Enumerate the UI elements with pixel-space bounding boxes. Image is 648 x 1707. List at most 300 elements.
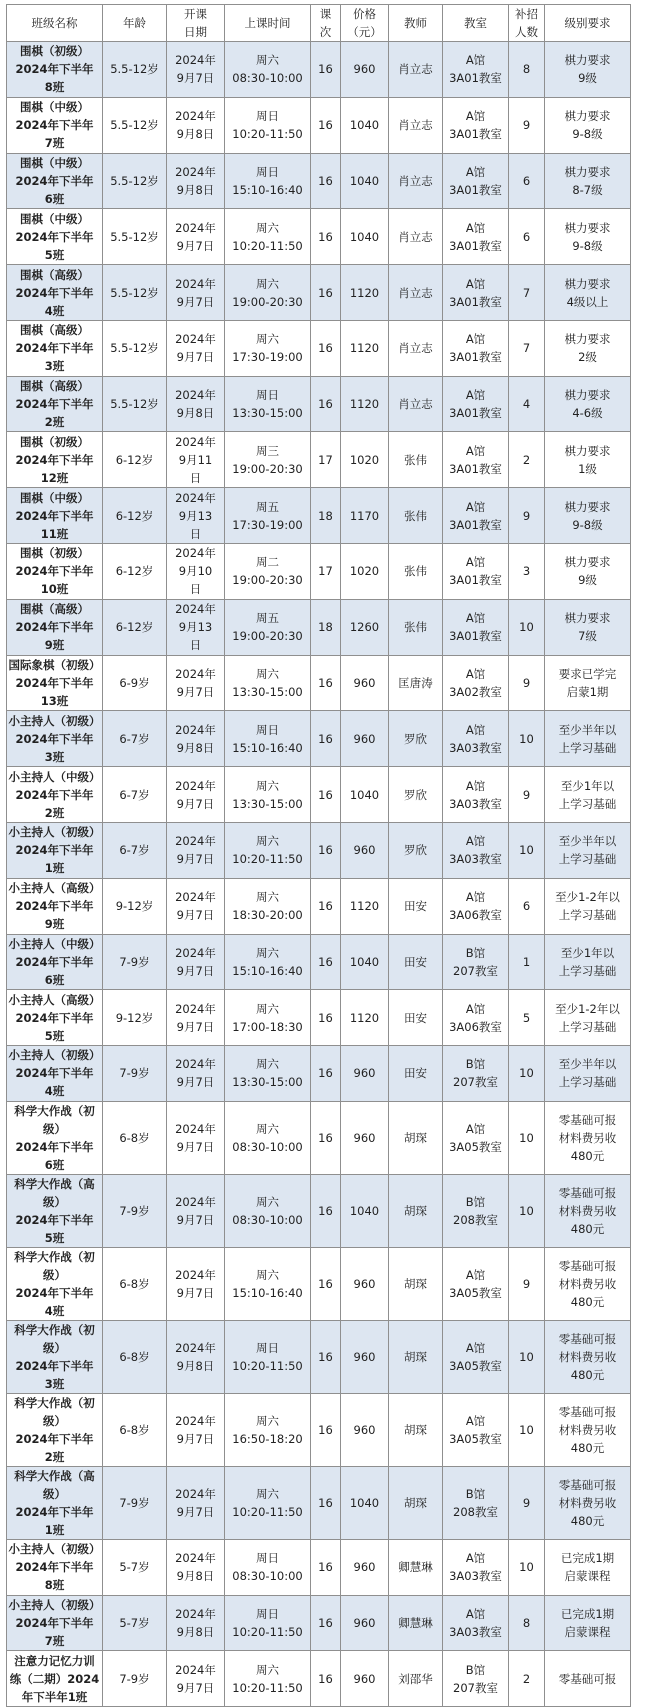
cell-price: 1040 xyxy=(341,1466,389,1539)
cell-teacher: 肖立志 xyxy=(389,376,443,432)
cell-level-requirement: 零基础可报 材料费另收 480元 xyxy=(545,1466,631,1539)
cell-open-spots: 8 xyxy=(509,42,545,98)
cell-price: 960 xyxy=(341,655,389,711)
cell-price: 1020 xyxy=(341,432,389,488)
cell-teacher: 卿慧琳 xyxy=(389,1539,443,1595)
cell-level-requirement: 棋力要求 9-8级 xyxy=(545,209,631,265)
cell-class-time: 周日 10:20-11:50 xyxy=(225,97,311,153)
cell-teacher: 罗欣 xyxy=(389,711,443,767)
cell-start-date: 2024年 9月7日 xyxy=(167,1393,225,1466)
cell-age: 5.5-12岁 xyxy=(103,209,167,265)
cell-class-time: 周六 08:30-10:00 xyxy=(225,42,311,98)
cell-sessions: 16 xyxy=(311,376,341,432)
table-row xyxy=(7,1046,631,1102)
cell-teacher: 胡琛 xyxy=(389,1393,443,1466)
cell-class-name: 围棋（中级） 2024年下半年 6班 xyxy=(7,153,103,209)
cell-age: 6-12岁 xyxy=(103,599,167,655)
cell-level-requirement: 棋力要求 4级以上 xyxy=(545,265,631,321)
cell-start-date: 2024年 9月7日 xyxy=(167,320,225,376)
cell-price: 960 xyxy=(341,42,389,98)
cell-class-name: 小主持人（初级） 2024年下半年 4班 xyxy=(7,1046,103,1102)
cell-level-requirement: 零基础可报 材料费另收 480元 xyxy=(545,1320,631,1393)
cell-level-requirement: 至少1年以 上学习基础 xyxy=(545,767,631,823)
cell-start-date: 2024年 9月7日 xyxy=(167,1174,225,1247)
cell-age: 9-12岁 xyxy=(103,878,167,934)
cell-teacher: 张伟 xyxy=(389,544,443,600)
table-row xyxy=(7,97,631,153)
cell-level-requirement: 零基础可报 材料费另收 480元 xyxy=(545,1101,631,1174)
cell-price: 1040 xyxy=(341,934,389,990)
table-row xyxy=(7,599,631,655)
cell-classroom: B馆 207教室 xyxy=(443,934,509,990)
cell-open-spots: 3 xyxy=(509,544,545,600)
cell-age: 6-8岁 xyxy=(103,1320,167,1393)
cell-level-requirement: 零基础可报 材料费另收 480元 xyxy=(545,1393,631,1466)
cell-sessions: 16 xyxy=(311,153,341,209)
cell-class-time: 周六 10:20-11:50 xyxy=(225,822,311,878)
table-row xyxy=(7,153,631,209)
cell-teacher: 张伟 xyxy=(389,488,443,544)
cell-start-date: 2024年 9月7日 xyxy=(167,1466,225,1539)
cell-classroom: A馆 3A05教室 xyxy=(443,1247,509,1320)
cell-classroom: A馆 3A01教室 xyxy=(443,599,509,655)
table-row xyxy=(7,265,631,321)
cell-teacher: 罗欣 xyxy=(389,822,443,878)
header-sessions: 课 次 xyxy=(311,5,341,42)
cell-level-requirement: 零基础可报 xyxy=(545,1651,631,1707)
cell-level-requirement: 棋力要求 1级 xyxy=(545,432,631,488)
cell-sessions: 16 xyxy=(311,1247,341,1320)
cell-class-time: 周日 08:30-10:00 xyxy=(225,1539,311,1595)
cell-start-date: 2024年 9月8日 xyxy=(167,1595,225,1651)
cell-classroom: A馆 3A03教室 xyxy=(443,822,509,878)
cell-age: 7-9岁 xyxy=(103,1651,167,1707)
cell-class-name: 小主持人（初级） 2024年下半年 8班 xyxy=(7,1539,103,1595)
cell-sessions: 16 xyxy=(311,1320,341,1393)
cell-classroom: A馆 3A01教室 xyxy=(443,544,509,600)
cell-class-time: 周六 17:00-18:30 xyxy=(225,990,311,1046)
cell-teacher: 肖立志 xyxy=(389,209,443,265)
table-row xyxy=(7,878,631,934)
header-class-time: 上课时间 xyxy=(225,5,311,42)
cell-teacher: 肖立志 xyxy=(389,42,443,98)
table-row xyxy=(7,711,631,767)
cell-sessions: 16 xyxy=(311,1539,341,1595)
cell-class-name: 围棋（初级） 2024年下半年 12班 xyxy=(7,432,103,488)
cell-classroom: A馆 3A01教室 xyxy=(443,209,509,265)
cell-start-date: 2024年 9月7日 xyxy=(167,990,225,1046)
cell-sessions: 16 xyxy=(311,97,341,153)
cell-start-date: 2024年 9月8日 xyxy=(167,1539,225,1595)
cell-price: 1260 xyxy=(341,599,389,655)
table-row xyxy=(7,209,631,265)
cell-class-time: 周六 15:10-16:40 xyxy=(225,1247,311,1320)
cell-price: 960 xyxy=(341,711,389,767)
cell-age: 5.5-12岁 xyxy=(103,320,167,376)
cell-sessions: 16 xyxy=(311,1046,341,1102)
cell-class-time: 周六 15:10-16:40 xyxy=(225,934,311,990)
cell-start-date: 2024年 9月7日 xyxy=(167,1651,225,1707)
cell-price: 1040 xyxy=(341,767,389,823)
cell-start-date: 2024年 9月13 日 xyxy=(167,488,225,544)
cell-teacher: 田安 xyxy=(389,878,443,934)
cell-classroom: A馆 3A05教室 xyxy=(443,1101,509,1174)
cell-class-time: 周六 10:20-11:50 xyxy=(225,1651,311,1707)
cell-class-name: 小主持人（高级） 2024年下半年 9班 xyxy=(7,878,103,934)
cell-open-spots: 10 xyxy=(509,822,545,878)
cell-price: 960 xyxy=(341,1247,389,1320)
cell-class-name: 小主持人（中级） 2024年下半年 6班 xyxy=(7,934,103,990)
cell-class-name: 围棋（中级） 2024年下半年 11班 xyxy=(7,488,103,544)
cell-age: 7-9岁 xyxy=(103,1466,167,1539)
cell-price: 960 xyxy=(341,1101,389,1174)
cell-level-requirement: 至少1-2年以 上学习基础 xyxy=(545,990,631,1046)
cell-teacher: 胡琛 xyxy=(389,1320,443,1393)
cell-teacher: 胡琛 xyxy=(389,1174,443,1247)
cell-start-date: 2024年 9月7日 xyxy=(167,767,225,823)
cell-class-time: 周六 13:30-15:00 xyxy=(225,655,311,711)
cell-start-date: 2024年 9月8日 xyxy=(167,153,225,209)
cell-class-name: 围棋（高级） 2024年下半年 2班 xyxy=(7,376,103,432)
cell-teacher: 肖立志 xyxy=(389,153,443,209)
table-body xyxy=(7,42,631,1707)
cell-open-spots: 6 xyxy=(509,878,545,934)
cell-level-requirement: 要求已学完 启蒙1期 xyxy=(545,655,631,711)
cell-start-date: 2024年 9月11 日 xyxy=(167,432,225,488)
cell-classroom: A馆 3A01教室 xyxy=(443,320,509,376)
cell-open-spots: 6 xyxy=(509,209,545,265)
cell-open-spots: 10 xyxy=(509,1320,545,1393)
cell-level-requirement: 至少半年以 上学习基础 xyxy=(545,1046,631,1102)
cell-level-requirement: 棋力要求 8-7级 xyxy=(545,153,631,209)
header-classroom: 教室 xyxy=(443,5,509,42)
cell-classroom: A馆 3A06教室 xyxy=(443,990,509,1046)
header-start-date: 开课 日期 xyxy=(167,5,225,42)
cell-class-name: 围棋（中级） 2024年下半年 5班 xyxy=(7,209,103,265)
cell-class-name: 小主持人（初级） 2024年下半年 3班 xyxy=(7,711,103,767)
cell-age: 5.5-12岁 xyxy=(103,153,167,209)
table-row xyxy=(7,990,631,1046)
cell-age: 6-12岁 xyxy=(103,488,167,544)
cell-class-time: 周日 15:10-16:40 xyxy=(225,711,311,767)
cell-class-time: 周六 16:50-18:20 xyxy=(225,1393,311,1466)
cell-teacher: 匡唐涛 xyxy=(389,655,443,711)
cell-class-name: 围棋（高级） 2024年下半年 3班 xyxy=(7,320,103,376)
cell-age: 5-7岁 xyxy=(103,1539,167,1595)
table-row xyxy=(7,1466,631,1539)
table-row xyxy=(7,1320,631,1393)
cell-class-time: 周六 17:30-19:00 xyxy=(225,320,311,376)
cell-class-name: 围棋（高级） 2024年下半年 4班 xyxy=(7,265,103,321)
cell-start-date: 2024年 9月10 日 xyxy=(167,544,225,600)
cell-age: 9-12岁 xyxy=(103,990,167,1046)
cell-class-time: 周六 08:30-10:00 xyxy=(225,1101,311,1174)
class-schedule-table xyxy=(6,4,631,1707)
header-row xyxy=(7,5,631,42)
cell-start-date: 2024年 9月8日 xyxy=(167,1320,225,1393)
cell-level-requirement: 棋力要求 2级 xyxy=(545,320,631,376)
cell-teacher: 胡琛 xyxy=(389,1101,443,1174)
cell-start-date: 2024年 9月7日 xyxy=(167,1046,225,1102)
cell-price: 960 xyxy=(341,1393,389,1466)
cell-start-date: 2024年 9月7日 xyxy=(167,42,225,98)
cell-classroom: A馆 3A01教室 xyxy=(443,488,509,544)
cell-teacher: 罗欣 xyxy=(389,767,443,823)
cell-level-requirement: 棋力要求 9级 xyxy=(545,42,631,98)
cell-class-name: 围棋（初级） 2024年下半年 8班 xyxy=(7,42,103,98)
cell-open-spots: 9 xyxy=(509,488,545,544)
cell-classroom: A馆 3A05教室 xyxy=(443,1320,509,1393)
cell-level-requirement: 至少半年以 上学习基础 xyxy=(545,822,631,878)
cell-start-date: 2024年 9月7日 xyxy=(167,822,225,878)
cell-class-name: 围棋（高级） 2024年下半年 9班 xyxy=(7,599,103,655)
cell-price: 960 xyxy=(341,1539,389,1595)
table-row xyxy=(7,320,631,376)
cell-price: 960 xyxy=(341,1046,389,1102)
cell-class-name: 科学大作战（初级） 2024年下半年 3班 xyxy=(7,1320,103,1393)
cell-class-name: 小主持人（中级） 2024年下半年 2班 xyxy=(7,767,103,823)
cell-teacher: 肖立志 xyxy=(389,320,443,376)
cell-age: 6-8岁 xyxy=(103,1393,167,1466)
header-open-spots: 补招 人数 xyxy=(509,5,545,42)
cell-age: 5.5-12岁 xyxy=(103,376,167,432)
cell-class-time: 周六 10:20-11:50 xyxy=(225,209,311,265)
cell-open-spots: 10 xyxy=(509,1101,545,1174)
header-class-name: 班级名称 xyxy=(7,5,103,42)
table-row xyxy=(7,655,631,711)
table-row xyxy=(7,934,631,990)
cell-sessions: 16 xyxy=(311,1466,341,1539)
cell-start-date: 2024年 9月7日 xyxy=(167,655,225,711)
cell-sessions: 16 xyxy=(311,209,341,265)
cell-age: 5.5-12岁 xyxy=(103,97,167,153)
cell-start-date: 2024年 9月8日 xyxy=(167,376,225,432)
cell-classroom: B馆 207教室 xyxy=(443,1651,509,1707)
table-row xyxy=(7,376,631,432)
table-row xyxy=(7,1651,631,1707)
cell-teacher: 刘邵华 xyxy=(389,1651,443,1707)
cell-class-time: 周日 13:30-15:00 xyxy=(225,376,311,432)
cell-sessions: 16 xyxy=(311,265,341,321)
cell-class-name: 科学大作战（初级） 2024年下半年 4班 xyxy=(7,1247,103,1320)
cell-class-name: 科学大作战（初级） 2024年下半年 2班 xyxy=(7,1393,103,1466)
cell-age: 5.5-12岁 xyxy=(103,265,167,321)
cell-classroom: B馆 207教室 xyxy=(443,1046,509,1102)
cell-classroom: A馆 3A01教室 xyxy=(443,376,509,432)
cell-classroom: B馆 208教室 xyxy=(443,1466,509,1539)
cell-sessions: 16 xyxy=(311,1393,341,1466)
cell-classroom: A馆 3A03教室 xyxy=(443,767,509,823)
table-header xyxy=(7,5,631,42)
cell-class-name: 科学大作战（高级） 2024年下半年 1班 xyxy=(7,1466,103,1539)
cell-price: 1170 xyxy=(341,488,389,544)
cell-classroom: A馆 3A01教室 xyxy=(443,42,509,98)
cell-open-spots: 8 xyxy=(509,1595,545,1651)
cell-sessions: 16 xyxy=(311,1595,341,1651)
header-teacher: 教师 xyxy=(389,5,443,42)
cell-level-requirement: 零基础可报 材料费另收 480元 xyxy=(545,1247,631,1320)
cell-open-spots: 5 xyxy=(509,990,545,1046)
cell-start-date: 2024年 9月13 日 xyxy=(167,599,225,655)
header-age: 年龄 xyxy=(103,5,167,42)
cell-age: 7-9岁 xyxy=(103,1046,167,1102)
cell-price: 960 xyxy=(341,1651,389,1707)
cell-level-requirement: 棋力要求 4-6级 xyxy=(545,376,631,432)
cell-class-time: 周三 19:00-20:30 xyxy=(225,432,311,488)
cell-level-requirement: 已完成1期 启蒙课程 xyxy=(545,1595,631,1651)
cell-price: 1040 xyxy=(341,1174,389,1247)
cell-class-time: 周六 19:00-20:30 xyxy=(225,265,311,321)
cell-open-spots: 9 xyxy=(509,767,545,823)
cell-class-time: 周六 13:30-15:00 xyxy=(225,767,311,823)
cell-teacher: 田安 xyxy=(389,1046,443,1102)
cell-teacher: 田安 xyxy=(389,990,443,1046)
cell-class-time: 周日 10:20-11:50 xyxy=(225,1595,311,1651)
cell-teacher: 卿慧琳 xyxy=(389,1595,443,1651)
cell-start-date: 2024年 9月7日 xyxy=(167,1247,225,1320)
cell-classroom: A馆 3A01教室 xyxy=(443,265,509,321)
cell-teacher: 张伟 xyxy=(389,432,443,488)
cell-classroom: A馆 3A03教室 xyxy=(443,1595,509,1651)
cell-sessions: 16 xyxy=(311,878,341,934)
cell-sessions: 16 xyxy=(311,822,341,878)
cell-open-spots: 9 xyxy=(509,1466,545,1539)
cell-open-spots: 7 xyxy=(509,265,545,321)
cell-open-spots: 7 xyxy=(509,320,545,376)
cell-class-time: 周日 15:10-16:40 xyxy=(225,153,311,209)
cell-classroom: A馆 3A01教室 xyxy=(443,97,509,153)
cell-start-date: 2024年 9月7日 xyxy=(167,934,225,990)
header-price: 价格 （元） xyxy=(341,5,389,42)
cell-sessions: 17 xyxy=(311,432,341,488)
cell-start-date: 2024年 9月7日 xyxy=(167,878,225,934)
cell-sessions: 16 xyxy=(311,934,341,990)
cell-level-requirement: 零基础可报 材料费另收 480元 xyxy=(545,1174,631,1247)
cell-price: 1020 xyxy=(341,544,389,600)
cell-teacher: 张伟 xyxy=(389,599,443,655)
cell-class-name: 科学大作战（初级） 2024年下半年 6班 xyxy=(7,1101,103,1174)
cell-price: 960 xyxy=(341,822,389,878)
cell-price: 1120 xyxy=(341,878,389,934)
cell-age: 5.5-12岁 xyxy=(103,42,167,98)
cell-age: 6-7岁 xyxy=(103,711,167,767)
cell-class-time: 周日 10:20-11:50 xyxy=(225,1320,311,1393)
cell-level-requirement: 棋力要求 9级 xyxy=(545,544,631,600)
cell-open-spots: 4 xyxy=(509,376,545,432)
cell-open-spots: 2 xyxy=(509,1651,545,1707)
cell-price: 1120 xyxy=(341,320,389,376)
cell-open-spots: 10 xyxy=(509,1393,545,1466)
cell-price: 960 xyxy=(341,1320,389,1393)
cell-class-name: 围棋（初级） 2024年下半年 10班 xyxy=(7,544,103,600)
table-row xyxy=(7,822,631,878)
cell-class-time: 周六 18:30-20:00 xyxy=(225,878,311,934)
cell-age: 6-12岁 xyxy=(103,544,167,600)
table-row xyxy=(7,432,631,488)
cell-start-date: 2024年 9月7日 xyxy=(167,1101,225,1174)
cell-level-requirement: 棋力要求 9-8级 xyxy=(545,97,631,153)
cell-price: 1120 xyxy=(341,265,389,321)
cell-level-requirement: 已完成1期 启蒙课程 xyxy=(545,1539,631,1595)
cell-classroom: A馆 3A02教室 xyxy=(443,655,509,711)
table-row xyxy=(7,767,631,823)
cell-class-name: 围棋（中级） 2024年下半年 7班 xyxy=(7,97,103,153)
cell-sessions: 16 xyxy=(311,711,341,767)
cell-sessions: 18 xyxy=(311,488,341,544)
cell-start-date: 2024年 9月7日 xyxy=(167,265,225,321)
cell-start-date: 2024年 9月8日 xyxy=(167,97,225,153)
cell-class-name: 小主持人（初级） 2024年下半年 7班 xyxy=(7,1595,103,1651)
table-row xyxy=(7,1101,631,1174)
cell-age: 6-8岁 xyxy=(103,1101,167,1174)
cell-level-requirement: 至少半年以 上学习基础 xyxy=(545,711,631,767)
cell-teacher: 胡琛 xyxy=(389,1247,443,1320)
cell-age: 6-8岁 xyxy=(103,1247,167,1320)
cell-start-date: 2024年 9月8日 xyxy=(167,711,225,767)
table-row xyxy=(7,1174,631,1247)
cell-sessions: 16 xyxy=(311,1174,341,1247)
cell-age: 7-9岁 xyxy=(103,1174,167,1247)
cell-classroom: A馆 3A01教室 xyxy=(443,432,509,488)
cell-classroom: A馆 3A06教室 xyxy=(443,878,509,934)
cell-price: 1040 xyxy=(341,153,389,209)
table-row xyxy=(7,544,631,600)
cell-sessions: 16 xyxy=(311,990,341,1046)
cell-teacher: 田安 xyxy=(389,934,443,990)
cell-class-time: 周二 19:00-20:30 xyxy=(225,544,311,600)
cell-teacher: 胡琛 xyxy=(389,1466,443,1539)
cell-classroom: A馆 3A01教室 xyxy=(443,153,509,209)
cell-price: 1040 xyxy=(341,97,389,153)
cell-sessions: 18 xyxy=(311,599,341,655)
cell-level-requirement: 至少1-2年以 上学习基础 xyxy=(545,878,631,934)
cell-level-requirement: 棋力要求 9-8级 xyxy=(545,488,631,544)
cell-level-requirement: 棋力要求 7级 xyxy=(545,599,631,655)
cell-open-spots: 6 xyxy=(509,153,545,209)
table-row xyxy=(7,1393,631,1466)
cell-age: 7-9岁 xyxy=(103,934,167,990)
cell-age: 6-7岁 xyxy=(103,822,167,878)
cell-teacher: 肖立志 xyxy=(389,97,443,153)
cell-price: 1040 xyxy=(341,209,389,265)
cell-class-time: 周六 08:30-10:00 xyxy=(225,1174,311,1247)
cell-open-spots: 10 xyxy=(509,1174,545,1247)
cell-price: 960 xyxy=(341,1595,389,1651)
cell-teacher: 肖立志 xyxy=(389,265,443,321)
cell-sessions: 16 xyxy=(311,320,341,376)
cell-sessions: 16 xyxy=(311,1651,341,1707)
cell-level-requirement: 至少1年以 上学习基础 xyxy=(545,934,631,990)
cell-open-spots: 10 xyxy=(509,1539,545,1595)
cell-open-spots: 2 xyxy=(509,432,545,488)
cell-age: 6-12岁 xyxy=(103,432,167,488)
cell-class-name: 国际象棋（初级） 2024年下半年 13班 xyxy=(7,655,103,711)
cell-price: 1120 xyxy=(341,990,389,1046)
cell-start-date: 2024年 9月7日 xyxy=(167,209,225,265)
cell-sessions: 16 xyxy=(311,767,341,823)
cell-sessions: 16 xyxy=(311,1101,341,1174)
cell-age: 5-7岁 xyxy=(103,1595,167,1651)
cell-price: 1120 xyxy=(341,376,389,432)
header-level-requirement: 级别要求 xyxy=(545,5,631,42)
cell-open-spots: 10 xyxy=(509,1046,545,1102)
cell-class-time: 周六 10:20-11:50 xyxy=(225,1466,311,1539)
cell-open-spots: 1 xyxy=(509,934,545,990)
cell-sessions: 16 xyxy=(311,42,341,98)
cell-open-spots: 10 xyxy=(509,711,545,767)
table-row xyxy=(7,1247,631,1320)
cell-class-name: 科学大作战（高级） 2024年下半年 5班 xyxy=(7,1174,103,1247)
